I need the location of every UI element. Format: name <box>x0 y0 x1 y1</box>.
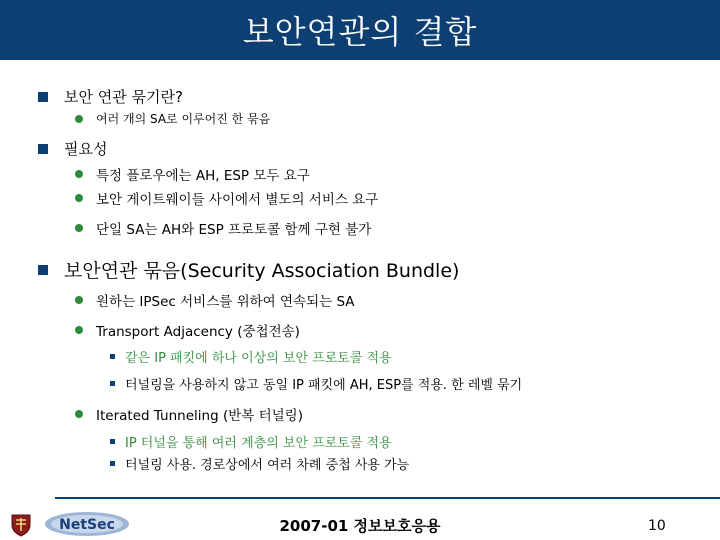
sub-list-item-text: 같은 IP 패킷에 하나 이상의 보안 프로토콜 적용 <box>125 351 392 366</box>
list-item-text: Transport Adjacency (중첩전송) <box>96 324 300 340</box>
circle-bullet-icon <box>75 224 83 232</box>
square-bullet-icon <box>38 144 48 154</box>
circle-bullet-icon <box>75 326 83 334</box>
list-item <box>75 290 355 310</box>
list-item-text: 원하는 IPSec 서비스를 위하여 연속되는 SA <box>96 294 355 310</box>
circle-bullet-icon <box>75 194 83 202</box>
list-item-text: 특정 플로우에는 AH, ESP 모두 요구 <box>96 168 310 184</box>
title-bar <box>0 0 720 60</box>
netsec-logo-text: NetSec <box>59 517 115 533</box>
small-square-bullet-icon <box>110 461 115 466</box>
list-item <box>75 164 310 184</box>
list-item <box>75 110 270 127</box>
section-heading-3 <box>38 256 459 283</box>
circle-bullet-icon <box>75 410 83 418</box>
section-heading-1 <box>38 86 183 107</box>
footer-divider <box>55 497 720 499</box>
sub-list-item <box>110 374 522 393</box>
footer-course-title: 2007-01 정보보호응용 <box>279 517 441 535</box>
list-item-text: 여러 개의 SA로 이루어진 한 묶음 <box>96 112 271 126</box>
sub-list-item <box>110 347 392 366</box>
sub-list-item <box>110 454 409 473</box>
slide-title: 보안연관의 결합 <box>242 13 478 51</box>
small-square-bullet-icon <box>110 354 115 359</box>
list-item <box>75 404 303 424</box>
small-square-bullet-icon <box>110 439 115 444</box>
small-square-bullet-icon <box>110 381 115 386</box>
square-bullet-icon <box>38 265 48 275</box>
section-heading-text: 보안연관 묶음(Security Association Bundle) <box>64 260 460 282</box>
section-heading-text: 보안 연관 묶기란? <box>64 88 183 106</box>
list-item <box>75 320 300 340</box>
list-item-text: 단일 SA는 AH와 ESP 프로토콜 함께 구현 불가 <box>96 222 372 238</box>
page-number: 10 <box>648 518 666 534</box>
list-item <box>75 188 378 208</box>
square-bullet-icon <box>38 92 48 102</box>
list-item <box>75 218 371 238</box>
circle-bullet-icon <box>75 170 83 178</box>
circle-bullet-icon <box>75 296 83 304</box>
section-heading-text: 필요성 <box>64 140 108 158</box>
list-item-text: Iterated Tunneling (반복 터널링) <box>96 408 303 424</box>
sub-list-item-text: IP 터널을 통해 여러 계층의 보안 프로토콜 적용 <box>125 436 392 451</box>
list-item-text: 보안 게이트웨이들 사이에서 별도의 서비스 요구 <box>96 192 379 208</box>
sub-list-item <box>110 432 392 451</box>
sub-list-item-text: 터널링을 사용하지 않고 동일 IP 패킷에 AH, ESP를 적용. 한 레벨 묶기 <box>125 378 523 393</box>
section-heading-2 <box>38 138 107 159</box>
circle-bullet-icon <box>75 115 83 123</box>
sub-list-item-text: 터널링 사용. 경로상에서 여러 차례 중첩 사용 가능 <box>125 458 410 473</box>
